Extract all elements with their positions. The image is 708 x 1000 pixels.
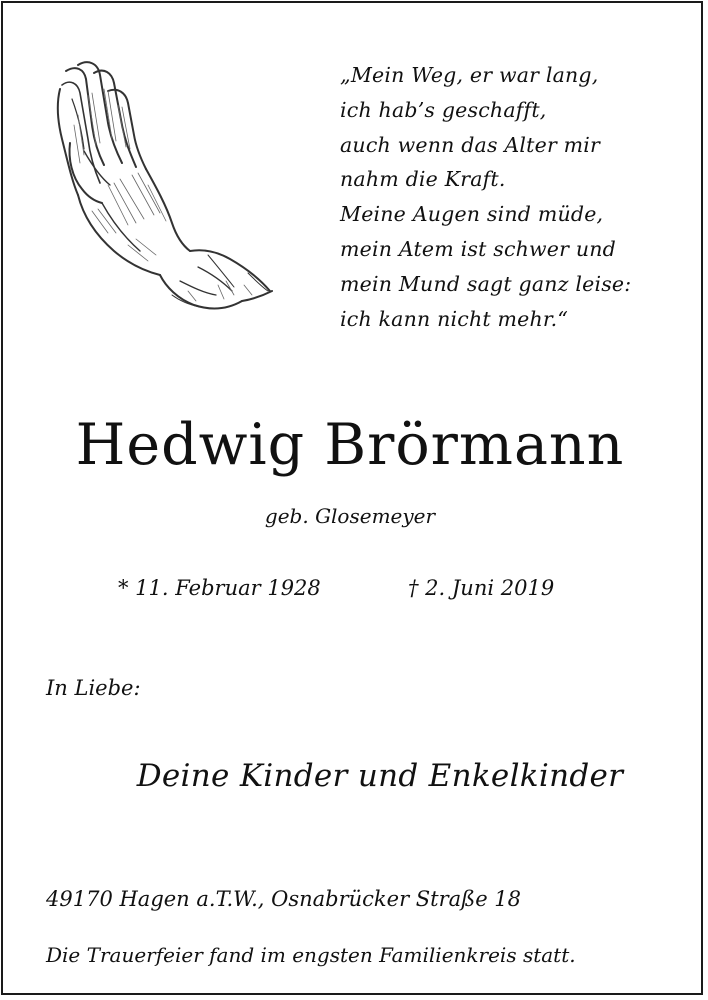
praying-hands-icon	[48, 55, 288, 320]
birth-date: * 11. Februar 1928	[118, 576, 321, 600]
verse-line: ich kann nicht mehr.“	[340, 306, 569, 331]
funeral-note: Die Trauerfeier fand im engsten Familienkreis statt.	[46, 943, 576, 967]
mourners-intro: In Liebe:	[46, 676, 141, 700]
verse-line: mein Atem ist schwer und	[340, 236, 616, 261]
verse-line: mein Mund sagt ganz leise:	[340, 271, 632, 296]
verse-line: ich hab’s geschafft,	[340, 97, 547, 122]
verse-line: nahm die Kraft.	[340, 167, 506, 192]
memorial-verse	[340, 58, 685, 336]
address: 49170 Hagen a.T.W., Osnabrücker Straße 18	[46, 887, 522, 911]
deceased-name: Hedwig Brörmann	[75, 412, 625, 478]
verse-line: Meine Augen sind müde,	[340, 202, 604, 227]
mourners-names: Deine Kinder und Enkelkinder	[136, 758, 624, 794]
death-date: † 2. Juni 2019	[408, 576, 555, 600]
maiden-name: geb. Glosemeyer	[264, 504, 436, 528]
verse-line: auch wenn das Alter mir	[340, 132, 601, 157]
verse-line: „Mein Weg, er war lang,	[340, 63, 599, 87]
